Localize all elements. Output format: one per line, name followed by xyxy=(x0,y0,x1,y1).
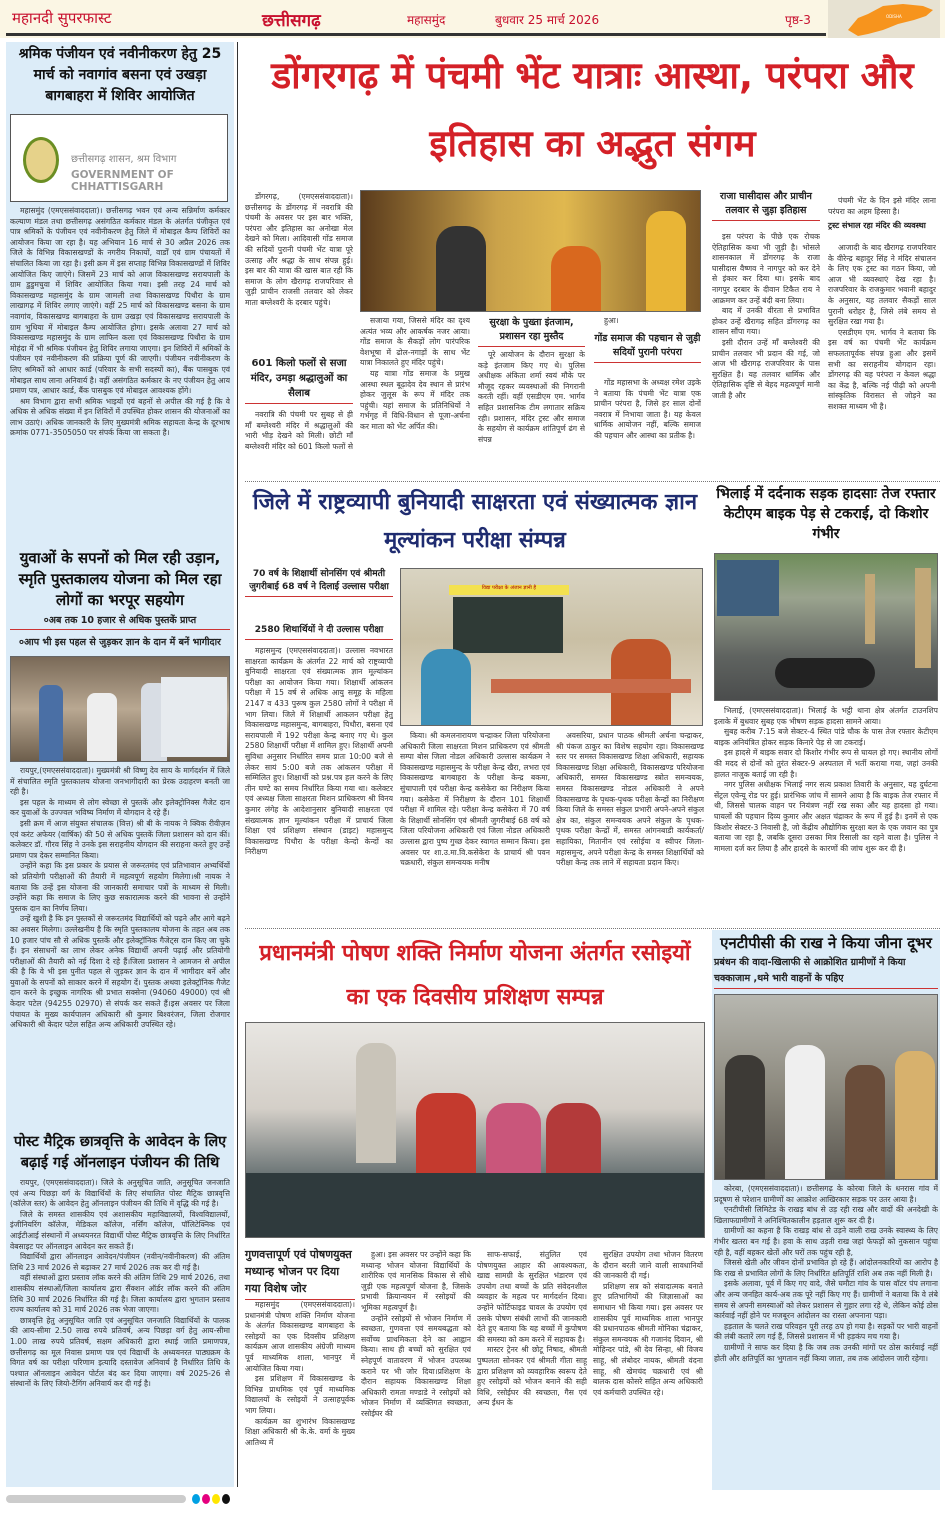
paragraph: इसके अलावा, पूर्व में किए गए वादे, जैसे घमौटा गांव के पास वॉटर पंप लगाना और अन्य जनहित कार्य-अब तक पूरे नहीं किए गए हैं। ग्रामीणों ने बताया कि वे लंबे समय से अपनी समस्याओं को लेकर प्रशासन से गुहार लगा रहे थे, लेकिन कोई ठोस कार्रवाई नहीं होने पर मजबूरन आंदोलन का रास्ता अपनाना पड़ा। xyxy=(714,1279,938,1321)
map-label: ODISHA xyxy=(886,14,902,19)
dongargarh-col6 xyxy=(828,243,936,478)
paragraph: किया। श्री कमलनारायण चन्द्राकर जिला परियोजना अधिकारी जिला साक्षरता मिशन प्राधिकरण एवं श्रीमती सम्पा बोस जिला नोडल अधिकारी उल्लास कार्यक्रम ने विकासखण्ड महासमुन्द के परीक्षा केन्द्र खैरा, लभरा एवं विकासखण्ड बागबाहरा के परीक्षा केन्द्र बकमा, सुंचापाली एवं परीक्षा केन्द्र कसेकेरा का निरीक्षण किया गया। कसेकेरा में निरीक्षण के दौरान 101 शिक्षार्थी परीक्षा में शामिल रहे। परीक्षा केन्द्र कसेकेरा में 70 वर्ष के शिक्षार्थी सोनसिंग एवं श्रीमती जुगरीबाई 68 वर्ष को जिला परियोजना अधिकारी एवं जिला नोडल अधिकारी उल्लास द्वारा पुष्प गुच्छ देकर स्वागत सम्मान किया। इस अवसर पर शा.उ.मा.वि.कसेकेरा के प्राचार्य श्री पवन चक्रधारी, संकुल समन्वयक मनीष xyxy=(400,731,550,868)
protest-photo xyxy=(714,994,938,1180)
divider xyxy=(245,928,940,929)
paragraph: हुआ। xyxy=(604,316,619,325)
date: बुधवार 25 मार्च 2026 xyxy=(495,13,600,27)
paragraph: डोंगरगढ़, (एमएससंवाददाता)। छत्तीसगढ़ के डोंगरगढ़ में नवरात्रि की पंचमी के अवसर पर इस बार भक्ति, परंपरा और इतिहास का अनोखा मेल देखने को मिला। आदिवासी गोंड समाज की सदियों पुरानी पंचमी भेंट यात्रा पूरे उत्साह और श्रद्धा के साथ संपन्न हुई। इस बार की यात्रा की खास बात रही कि समाज के लोग खैरागढ़ राजपरिवार से जुड़ी प्राचीन राजसी तलवार को लेकर माता बम्लेश्वरी के दरबार पहुंचे। xyxy=(245,192,353,307)
dongargarh-headline: डोंगरगढ़ में पंचमी भेंट यात्राः आस्था, परंपरा और इतिहास का अद्भुत संगम xyxy=(271,54,914,165)
paragraph: ग्रामीणों ने साफ कर दिया है कि जब तक उनकी मांगों पर ठोस कार्रवाई नहीं होती और क्षतिपूर्ति का भुगतान नहीं किया जाता, तब तक आंदोलन जारी रहेगा। xyxy=(714,1342,938,1363)
poshan-col3 xyxy=(477,1250,587,1488)
ntpc-deck: प्रबंधन की वादा-खिलाफी से आक्रोशित ग्रामीणों ने किया चक्काजाम ,थमे भारी वाहनों के पहिए xyxy=(714,955,938,989)
bhilai-body xyxy=(714,706,938,924)
page-number: पृष्ठ-3 xyxy=(785,13,811,27)
dongargarh-col4a xyxy=(594,316,701,328)
black-dot xyxy=(222,1494,230,1504)
library-subhead-1: ०अब तक 10 हजार से अधिक पुस्तकें प्राप्त xyxy=(10,614,230,630)
ntpc-body xyxy=(714,1184,938,1484)
dongargarh-subhead-gond: गोंड समाज की पहचान से जुड़ी सदियों पुरानी परंपरा xyxy=(594,332,701,363)
paragraph: सुरक्षित उपयोग तथा भोजन वितरण के दौरान बरती जाने वाली सावधानियों की जानकारी दी गई। xyxy=(593,1250,703,1281)
paragraph: श्रम विभाग द्वारा सभी श्रमिक भाइयों एवं बहनों से अपील की गई है कि वे अधिक से अधिक संख्या में इन शिविरों में उपस्थित होकर शासन की योजनाओं का लाभ उठाएं। अधिक जानकारी के लिए मुख्यमंत्री श्रमिक सहायता केन्द्र के दूरभाष क्रमांक 0771-3505050 पर संपर्क किया जा सकता है। xyxy=(10,396,230,438)
emblem-icon xyxy=(23,137,59,183)
paper-name: महानदी सुपरफास्ट xyxy=(12,9,112,27)
paragraph: हुआ। इस अवसर पर उन्होंने कहा कि मध्यान्ह भोजन योजना विद्यार्थियों के शारीरिक एवं मानसिक विकास से सीधे जुड़ी एक महत्वपूर्ण योजना है, जिसके प्रभावी क्रियान्वयन में रसोइयों की भूमिका महत्वपूर्ण है। xyxy=(361,1250,471,1312)
dongargarh-subhead-history: राजा घासीदास और प्राचीन तलवार से जुड़ा इतिहास xyxy=(712,190,820,221)
blackboard-caption: विद्या परीक्षा के अंजान ज्ञानी है xyxy=(449,585,569,595)
paragraph: उन्होंने रसोइयों से भोजन निर्माण में स्वच्छता, गुणवत्ता एवं समयबद्धता को सर्वोच्च प्राथमिकता देने का आह्वान किया। साथ ही बच्चों को सुरक्षित एवं स्नेहपूर्ण वातावरण में भोजन उपलब्ध कराने पर भी जोर दिया।प्रशिक्षण के दौरान सहायक विकासखण्ड शिक्षा अधिकारी रामता मण्डाडे ने रसोइयों को भोजन निर्माण में व्यक्तिगत स्वच्छता, रसोईघर की xyxy=(361,1313,471,1418)
dongargarh-col2 xyxy=(360,316,470,478)
paragraph: सुबह करीब 7:15 बजे सेक्टर-4 स्थित पांडे चौक के पास तेज रफ्तार केटीएम बाइक अनियंत्रित होकर सड़क किनारे पेड़ से जा टकराई। xyxy=(714,727,938,747)
scholarship-body xyxy=(10,1178,230,1483)
exam-classroom-photo xyxy=(400,568,703,726)
literacy-headline: जिले में राष्ट्रव्यापी बुनियादी साक्षरता एवं संख्यात्मक ज्ञान मूल्यांकन परीक्षा संम्पन्न xyxy=(252,490,698,553)
paragraph: प्रशिक्षण सत्र को संवादात्मक बनाते हुए प्रतिभागियों की जिज्ञासाओं का समाधान भी किया गया। इस अवसर पर शासकीय पूर्व माध्यमिक शाला भानपुर की प्रधानपाठक श्रीमती मोनिका चंद्राकर, संकुल समन्वयक श्री गजानंद दिवान, श्री मोहिन्दर पांडे, श्री देव सिन्हा, श्री विजय साहू, श्री लंबोदर नायक, श्रीमती वंदना साहू, श्री खेमचंद चक्रधारी एवं श्री बालक दास कोसरे सहित अन्य अधिकारी एवं कर्मचारी उपस्थित रहे। xyxy=(593,1281,703,1397)
dongargarh-col6a xyxy=(828,196,936,220)
paragraph: वहीं संस्थाओं द्वारा प्रस्ताव लॉक करने की अंतिम तिथि 29 मार्च 2026, तथा शासकीय संस्थाओं/जिला कार्यालय द्वारा सैंक्शन ऑर्डर लॉक करने की अंतिम तिथि 30 मार्च 2026 निर्धारित की गई है। जिला कार्यालय द्वारा भुगतान प्रस्ताव राज्य कार्यालय को 31 मार्च 2026 तक भेजा जाएगा। xyxy=(10,1273,230,1315)
paragraph: हड़ताल के चलते राख परिवहन पूरी तरह ठप हो गया है। सड़कों पर भारी वाहनों की लंबी कतारें लग गई हैं, जिससे प्रशासन में भी हड़कंप मच गया है। xyxy=(714,1321,938,1342)
paragraph: कोरबा, (एमएससंवाददाता)। छत्तीसगढ़ के कोरबा जिले के धनरास गांव में प्रदूषण से परेशान ग्रामीणों का आक्रोश आखिरकार सड़क पर उतर आया है। xyxy=(714,1184,938,1204)
paragraph: इस परंपरा के पीछे एक रोचक ऐतिहासिक कथा भी जुड़ी है। भोसले शासनकाल में डोंगरगढ़ के राजा घासीदास वैष्णव ने नागपुर को कर देने से इंकार कर दिया था। इसके बाद नागपुर दरबार के दीवान टिकैत राय ने आक्रमण कर उन्हें बंदी बना लिया। xyxy=(712,232,820,305)
dongargarh-subhead-security: सुरक्षा के पुख्ता इंतजाम, प्रशासन रहा मुस्तैद xyxy=(478,316,585,347)
paragraph: महासमुंद (एमएससंवाददाता)। छत्तीसगढ़ भवन एवं अन्य सन्निर्माण कर्मकार कल्याण मंडल तथा छत्तीसगढ़ असंगठित कर्मकार मंडल के अंतर्गत पंजीकृत एवं पात्र श्रमिकों के पंजीयन एवं नवीनीकरण हेतु जिले में मोबाइल कैम्प शिविरों का आयोजन किया जा रहा है। यह अभियान 16 मार्च से 30 अप्रैल 2026 तक जिले के विभिन्न विकासखण्डों के नगरीय निकायों, वार्डों एवं ग्राम पंचायतों में संचालित किया जा रहा है। इसी क्रम में इस सप्ताह विभिन्न विकासखण्डों में शिविर आयोजित किए जाएंगे। जिसमें 23 मार्च को आज विकासखण्ड सरायपाली के ग्राम डुडुमचुवा में शिविर आयोजित किया गया। इसी तरह 24 मार्च को विकासखण्ड महासमुंद के ग्राम जामली तथा विकासखण्ड पिथौरा के ग्राम लाखागढ़ में शिविर लगाए जाएंगे। वहीं 25 मार्च को विकासखण्ड बसना के ग्राम नवागांव, विकासखण्ड बागबाहरा के ग्राम उखड़ा एवं विकासखण्ड सरायपाली के ग्राम भुथिया में मोबाइल कैम्प आयोजित होगा। इसके अलावा 27 मार्च को विकासखण्ड महासमुंद के ग्राम लाफिन कला एवं विकासखण्ड पिथौरा के ग्राम मोहंदा में भी श्रमिक पंजीयन हेतु शिविर लगाया जाएगा। इन शिविरों में श्रमिकों के पंजीयन एवं नवीनीकरण की प्रक्रिया पूर्ण की जाएगी। पंजीयन नवीनीकरण के लिए श्रमिकों को आधार कार्ड (परिवार के सभी सदस्यों का), बैंक पासबुक एवं मोबाइल साथ लाना अनिवार्य है। वहीं असंगठित कर्मकार के नए पंजीयन हेतु आय प्रमाण पत्र, आधार कार्ड, बैंक पासबुक एवं मोबाइल आवश्यक होंगे। xyxy=(10,206,230,396)
poshan-headline: प्रधानमंत्री पोषण शक्ति निर्माण योजना अंतर्गत रसोइयों का एक दिवसीय प्रशिक्षण सम्पन्न xyxy=(259,941,691,1010)
paragraph: छात्रवृत्ति हेतु अनुसूचित जाति एवं अनुसूचित जनजाति विद्यार्थियों के पालक की आय-सीमा 2.50 लाख रुपये प्रतिवर्ष, अन्य पिछड़ा वर्ग हेतु आय-सीमा 1.00 लाख रुपये प्रतिवर्ष, सक्षम अधिकारी द्वारा स्थाई जाति प्रमाणपत्र, छत्तीसगढ़ का मूल निवास प्रमाण पत्र एवं विद्यार्थी के अध्ययनरत पाठ्यक्रम के विगत वर्ष का परीक्षा परिणाम इत्यादि दस्तावेज अनिवार्य है निर्धारित तिथि के पश्चात ऑनलाइन आवेदन पोर्टल बंद कर दिया जाएगा। वर्ष 2025-26 से संस्थानों के लिए जियो-टैगिंग अनिवार्य कर दी गई है। xyxy=(10,1315,230,1389)
paragraph: इस हादसे में बाइक सवार दो किशोर गंभीर रूप से घायल हो गए। स्थानीय लोगों की मदद से दोनों को तुरंत सेक्टर-9 अस्पताल में भर्ती कराया गया, जहां उनकी हालत नाजुक बताई जा रही है। xyxy=(714,748,938,779)
paragraph: कार्यक्रम का शुभारंभ विकासखण्ड शिक्षा अधिकारी श्री के.के. वर्मा के मुख्य आतिथ्य में xyxy=(245,1416,355,1447)
dongargarh-col1 xyxy=(245,192,353,356)
paragraph: विद्यार्थियों द्वारा ऑनलाइन आवेदन/पंजीयन (नवीन/नवीनीकरण) की अंतिम तिथि 23 मार्च 2026 से बढ़ाकर 27 मार्च 2026 तक कर दी गई है। xyxy=(10,1252,230,1272)
paragraph: एसडीएम एम. भार्गव ने बताया कि इस वर्ष का पंचमी भेंट कार्यक्रम सफलतापूर्वक संपन्न हुआ और इसमें सभी का सराहनीय योगदान रहा। डोंगरगढ़ की यह परंपरा न केवल श्रद्धा का केंद्र है, बल्कि नई पीढ़ी को अपनी सांस्कृतिक विरासत से जोड़ने का सशक्त माध्यम भी है। xyxy=(828,327,936,411)
paragraph: महासमुन्द (एमएससंवाददाता)। उल्लास नवभारत साक्षरता कार्यक्रम के अंतर्गत 22 मार्च को राष्ट्रव्यापी बुनियादी साक्षरता एवं संख्यात्मक ज्ञान मूल्यांकन परीक्षा का आयोजन किया गया। शिक्षार्थी आंकलन परीक्षा में 15 वर्ष से अधिक आयु समूह के महिला 2147 व 433 पुरूष कुल 2580 लोगों ने परीक्षा में भाग लिया। जिले में शिक्षार्थी आकलन परीक्षा हेतु विकासखण्ड महासमुन्द, बागबाहरा, पिथौरा, बसना एवं सरायपाली में 192 परीक्षा केन्द्र बनाए गए थे। कुल 2580 शिक्षार्थी परीक्षा में शामिल हुए। शिक्षार्थी अपनी सुविधा अनुसार निर्धारित समय प्रातः 10:00 बजे से लेकर सायं 5:00 बजे तक आंकलन परीक्षा में सम्मिलित हुए। शिक्षार्थी को प्रश्न.पत्र हल करने के लिए तीन घण्टे का समय निर्धारित किया गया था। कलेक्टर एवं अध्यक्ष जिला साक्षरता मिशन प्राधिकरण श्री विनय कुमार लंगेह के आदेशानुसार बुनियादी साक्षरता एवं संख्यात्मक ज्ञान मूल्यांकन परीक्षा में प्राचार्य जिला शिक्षा एवं प्रशिक्षण संस्थान (डाइट) महासमुन्द विकासखण्ड पिथौरा के परीक्षा केन्दो केन्दों का निरीक्षण xyxy=(245,646,393,857)
labour-camp-headline: श्रमिक पंजीयन एवं नवीनीकरण हेतु 25 मार्च को नवागांव बसना एवं उखड़ा बागबाहरा में शिविर आयोजित xyxy=(18,46,222,104)
labour-camp-body xyxy=(10,206,230,546)
poshan-col4 xyxy=(593,1250,703,1488)
paragraph: उन्हें खुशी है कि इन पुस्तकों से जरूरतमंद विद्यार्थियों को पढ़ने और आगे बढ़ने का अवसर मिलेगा। उल्लेखनीय है कि स्मृति पुस्तकालय योजना के तहत अब तक 10 हजार पांच सौ से अधिक पुस्तकें और इलेक्ट्रॉनिक गैजेट्स दान किए जा चुके हैं। इन संसाधनों का लाभ लेकर अनेक विद्यार्थी अपनी पढ़ाई और प्रतियोगी परीक्षाओं की तैयारी को नई दिशा दे रहे हैं।जिला प्रशासन ने आमजन से अपील की है कि वे भी इस पुनीत पहल से जुड़कर ज्ञान के दान में भागीदार बनें और युवाओं के सपनों को साकार करने में सहयोग दें। पुस्तक अथवा इलेक्ट्रॉनिक गैजेट दान करने के इच्छुक नागरिक श्री प्रभात सक्सेना (94060 49000) एवं श्री केदार पटेल (94255 02970) से संपर्क कर सकते हैं।इस अवसर पर जिला पंचायत के मुख्य कार्यपालन अधिकारी श्री कुमार बिश्वरंजन, जिला रोजगार अधिकारी श्री केदार पटेल सहित अन्य अधिकारी उपस्थित रहे। xyxy=(10,914,230,1030)
dongargarh-subhead-fruits: 601 किलो फलों से सजा मंदिर, उमड़ा श्रद्धालुओं का सैलाब xyxy=(245,356,353,404)
accident-photo xyxy=(714,553,938,701)
bhilai-headline: भिलाई में दर्दनाक सड़क हादसाः तेज रफ्तार केटीएम बाइक पेड़ से टकराई, दो किशोर गंभीर xyxy=(716,486,936,542)
paragraph: सजाया गया, जिससे मंदिर का दृश्य अत्यंत भव्य और आकर्षक नजर आया। गोंड समाज के सैकड़ों लोग पारंपरिक वेशभूषा में ढोल-नगाड़ों के साथ भेंट यात्रा निकालते हुए मंदिर पहुंचे। xyxy=(360,316,470,368)
paragraph: पंचमी भेंट के दिन इसे मंदिर लाना परंपरा का अहम हिस्सा है। xyxy=(828,196,936,216)
temple-photo xyxy=(360,190,701,312)
logo-dept: छत्तीसगढ़ शासन, श्रम विभाग xyxy=(71,154,177,165)
paragraph: एनटीपीसी लिमिटेड के राखड़ बांध से उड़ रही राख और वादों की अनदेखी के खिलाफग्रामीणों ने अनिश्चितकालीन हड़ताल शुरू कर दी है। xyxy=(714,1205,938,1225)
paragraph: नगर पुलिस अधीक्षक भिलाई नगर सत्य प्रकाश तिवारी के अनुसार, यह दुर्घटना सेंट्रल एवेन्यू रोड पर हुई। प्रारंभिक जांच में सामने आया है कि बाइक तेज रफ्तार में थी, जिससे चालक वाहन पर नियंत्रण नहीं रख सका और यह हादसा हो गया। घायलों की पहचान दिव्य कुमार और अक्षत चंद्राकर के रूप में हुई है। इनमें से एक किशोर सेक्टर-3 निवासी है, जो केंद्रीय औद्योगिक सुरक्षा बल के एक जवान का पुत्र बताया जा रहा है, जबकि दूसरा उसका मित्र रिसाली का रहने वाला है। पुलिस ने मामला दर्ज कर लिया है और हादसे के कारणों की जांच शुरू कर दी है। xyxy=(714,780,938,853)
scholarship-headline: पोस्ट मैट्रिक छात्रवृत्ति के आवेदन के लिए बढ़ाई गई ऑनलाइन पंजीयन की तिथि xyxy=(13,1134,227,1171)
dongargarh-col3 xyxy=(478,350,585,478)
paragraph: आजादी के बाद खैरागढ़ राजपरिवार के वीरेन्द्र बहादुर सिंह ने मंदिर संचालन के लिए एक ट्रस्ट का गठन किया, जो आज भी व्यवस्थाएं देख रहा है। राजपरिवार के राजकुमार भवानी बहादुर के अनुसार, यह तलवार सैकड़ों साल पुरानी धरोहर है, जिसे लंबे समय से सुरक्षित रखा गया है। xyxy=(828,243,936,327)
library-body xyxy=(10,766,230,1128)
magenta-dot xyxy=(202,1494,210,1504)
poshan-col1 xyxy=(245,1300,355,1488)
city: महासमुंद xyxy=(407,13,446,27)
literacy-col3 xyxy=(556,731,704,924)
paragraph: नवरात्रि की पंचमी पर सुबह से ही माँ बम्लेश्वरी मंदिर में श्रद्धालुओं की भारी भीड़ देखने को मिली। छोटी माँ बम्लेश्वरी मंदिर को 601 किलो फलों से xyxy=(245,410,353,451)
library-photo xyxy=(10,656,230,762)
footer-bar xyxy=(6,1495,186,1503)
govt-logo-box xyxy=(10,114,228,202)
masthead xyxy=(0,0,945,38)
paragraph: रायपुर, (एमएससंवाददाता)। जिले के अनुसूचित जाति, अनुसूचित जनजाति एवं अन्य पिछड़ा वर्ग के विद्यार्थियों के लिए संचालित पोस्ट मैट्रिक छात्रवृत्ति (कॉलेज स्तर) के आवेदन हेतु ऑनलाइन पंजीयन की तिथि में वृद्धि की गई है। xyxy=(10,1178,230,1209)
paragraph: महासमुंद (एमएससंवाददाता)। प्रधानमंत्री पोषण शक्ति निर्माण योजना के अंतर्गत विकासखण्ड बागबाहरा के रसोइयों का एक दिवसीय प्रशिक्षण कार्यक्रम आज शासकीय अंग्रेजी माध्यम पूर्व माध्यमिक शाला, भानपुर में आयोजित किया गया। xyxy=(245,1300,355,1373)
dongargarh-subhead-trust: ट्रस्ट संभाल रहा मंदिर की व्यवस्था xyxy=(828,221,926,230)
dongargarh-col5 xyxy=(712,232,820,478)
cyan-dot xyxy=(192,1494,200,1504)
dongargarh-col4 xyxy=(594,378,701,478)
poshan-col2 xyxy=(361,1250,471,1488)
header-rule xyxy=(6,33,826,36)
paragraph: इस पहल के माध्यम से लोग स्वेच्छा से पुस्तकें और इलेक्ट्रोनिक्स गैजेट दान कर युवाओं के उज्ज्वल भविष्य निर्माण में योगदान दे रहे हैं। xyxy=(10,797,230,818)
paragraph: मास्टर ट्रेनर श्री छोटू निषाद, श्रीमती पुष्पलता सोनकर एवं श्रीमती गीता साहू द्वारा प्रशिक्षण को व्यवहारिक स्वरूप देते हुए रसोइयों को भोजन बनाने की सही विधि, रसोईघर की स्वच्छता, गैस एवं अन्य ईंधन के xyxy=(477,1345,587,1408)
paragraph: इस प्रशिक्षण में विकासखण्ड के विभिन्न प्राथमिक एवं पूर्व माध्यमिक विद्यालयों के रसोइयों ने उत्साहपूर्वक भाग लिया। xyxy=(245,1374,355,1415)
training-photo xyxy=(245,1022,705,1238)
literacy-subhead-1: 70 वर्ष के शिक्षार्थी सोनसिंग एवं श्रीमती जुगरीबाई 68 वर्ष ने दिलाई उल्लास परीक्षा xyxy=(245,568,393,597)
ntpc-headline: एनटीपीसी की राख ने किया जीना दूभर xyxy=(720,934,932,952)
library-headline: युवाओं के सपनों को मिल रही उड़ान, स्मृति पुस्तकालय योजना को मिल रहा लोगों का भरपूर सहयोग xyxy=(18,549,222,609)
paragraph: इसी दौरान उन्हें माँ बम्लेश्वरी की प्राचीन तलवार भी प्रदान की गई, जो आज भी खैरागढ़ राजपरिवार के पास सुरक्षित है। यह तलवार धार्मिक और ऐतिहासिक दृष्टि से बेहद महत्वपूर्ण मानी जाती है और xyxy=(712,337,820,400)
paragraph: ग्रामीणों का कहना है कि राखड़ बांध से उड़ने वाली राख उनके स्वास्थ्य के लिए गंभीर खतरा बन गई है। हवा के साथ उड़ती राख जहां फेफड़ों को नुकसान पहुंचा रही है, वहीं बहकर खेतों और घरों तक पहुंच रही है, xyxy=(714,1226,938,1257)
paragraph: उन्होंने कहा कि इस प्रकार के प्रयास से जरूरतमंद एवं प्रतिभावान अभ्यर्थियों को प्रतियोगी परीक्षाओं की तैयारी में महत्वपूर्ण सहयोग मिलेगा।श्री नायक ने बताया कि उन्हें इस योजना की जानकारी समाचार पत्रों के माध्यम से मिली। उन्होंने कहा कि समाज के लिए कुछ सकारात्मक करने की भावना से उन्होंने पुस्तक दान का निर्णय लिया। xyxy=(10,861,230,913)
paragraph: बाद में उनकी वीरता से प्रभावित होकर उन्हें खैरागढ़ सहित डोंगरगढ़ का शासन सौंपा गया। xyxy=(712,306,820,337)
paragraph: इसी क्रम में आज संयुक्त संचालक (वित्त) श्री बी के नायक ने क्विक रीवीज़न एवं करंट अफेयर (वार्षिक) की 50 से अधिक पुस्तकें जिला प्रशासन को दान कीं।कलेक्टर डॉ. गौरव सिंह ने उनके इस सराहनीय योगदान की सराहना करते हुए उन्हें प्रमाण पत्र देकर सम्मानित किया। xyxy=(10,818,230,860)
logo-govt: GOVERNMENT OF CHHATTISGARH xyxy=(71,169,174,193)
poshan-subhead: गुणवत्तापूर्ण एवं पोषणयुक्त मध्यान्ह भोजन पर दिया गया विशेष जोर xyxy=(245,1246,355,1300)
paragraph: जिले के समस्त शासकीय एवं अशासकीय महाविद्यालयों, विश्वविद्यालयों, इंजीनियरिंग कॉलेज, मेडिकल कॉलेज, नर्सिंग कॉलेज, पॉलिटेक्निक एवं आईटीआई संस्थानों में अध्ययनरत विद्यार्थी पोस्ट मैट्रिक छात्रवृत्ति के लिए निर्धारित वेबसाइट पर ऑनलाइन आवेदन कर सकते हैं। xyxy=(10,1209,230,1251)
column-divider xyxy=(237,42,238,1487)
divider xyxy=(245,481,940,482)
literacy-subhead-2: 2580 शिथार्थियों ने दी उल्लास परीक्षा xyxy=(245,624,393,640)
odisha-map-logo xyxy=(828,0,940,38)
literacy-col1 xyxy=(245,646,393,924)
paragraph: यह यात्रा गोंड समाज के प्रमुख आस्था स्थल बूढ़ादेव देव स्थान से प्रारंभ होकर जुलूस के रूप में मंदिर तक पहुंची। यहां समाज के प्रतिनिधियों ने गर्भगृह में विधि-विधान से पूजा-अर्चना कर माता को भेंट अर्पित की। xyxy=(360,368,470,431)
paragraph: रायपुर,(एमएससंवाददाता)। मुख्यमंत्री श्री विष्णु देव साय के मार्गदर्शन में जिले में संचालित स्मृति पुस्तकालय योजना जनभागीदारी का प्रेरक उदाहरण बनती जा रही है। xyxy=(10,766,230,797)
yellow-dot xyxy=(212,1494,220,1504)
paragraph: अवसरिया, प्रधान पाठक श्रीमती अर्चना चन्द्राकर, श्री पंकज ठाकुर का विशेष सहयोग रहा। विकासखण्ड स्तर पर समस्त विकासखण्ड शिक्षा अधिकारी, सहायक विकासखण्ड शिक्षा अधिकारी, विकासखण्ड परियोजना अधिकारी, समस्त विकासखण्ड स्त्रोत समन्वयक, समस्त विकासखण्ड नोडल अधिकारी ने अपने विकासखण्ड के पृथक-पृथक परीक्षा केन्द्रों का निरीक्षण किया जिले के समस्त संकुल प्रभारी अपने-अपने संकुल क्षेत्र का, संकुल समन्वयक अपने संकुल के पृथक-पृथक परीक्षा केन्द्रों में, समस्त आंगनबाडी कार्यकर्ता/सहायिका, मितानीन एवं रसोईया व स्वीपर जिला-महासमुन्द, अपने परीक्षा केन्द्र के समस्त शिक्षार्थियों को परीक्षा केन्द्र तक लाने में सहायता प्रदान किए। xyxy=(556,731,704,868)
section-name: छत्तीसगढ़ xyxy=(262,11,321,31)
paragraph: भिलाई, (एमएससंवाददाता)। भिलाई के भट्ठी थाना क्षेत्र अंतर्गत टाउनशिप इलाके में बुधवार सुबह एक भीषण सड़क हादसा सामने आया। xyxy=(714,706,938,726)
paragraph: साफ-सफाई, संतुलित एवं पोषणयुक्त आहार की आवश्यकता, खाद्य सामग्री के सुरक्षित भंडारण एवं उपयोग तथा बच्चों के प्रति संवेदनशील व्यवहार के महत्व पर मार्गदर्शन दिया। उन्होंने फोर्टिफाइड चावल के उपयोग एवं उसके पोषण संबंधी लाभों की जानकारी देते हुए बताया कि यह बच्चों में कुपोषण की समस्या को कम करने में सहायक है। xyxy=(477,1250,587,1344)
paragraph: जिससे खेती और जीवन दोनों प्रभावित हो रहे हैं। आंदोलनकारियों का आरोप है कि राख से प्रभावित लोगों के लिए निर्धारित क्षतिपूर्ति राशि अब तक नहीं मिली है। xyxy=(714,1258,938,1278)
paragraph: पूरे आयोजन के दौरान सुरक्षा के कड़े इंतजाम किए गए थे। पुलिस अधीक्षक अंकिता शर्मा स्वयं मौके पर मौजूद रहकर व्यवस्थाओं की निगरानी करती रहीं। वहीं एसडीएम एम. भार्गव सहित प्रशासनिक टीम लगातार सक्रिय रही। प्रशासन, मंदिर ट्रस्ट और समाज के सहयोग से कार्यक्रम शांतिपूर्ण ढंग से संपन्न xyxy=(478,350,585,444)
paragraph: गोंड महासभा के अध्यक्ष रमेश उइके ने बताया कि पंचमी भेंट यात्रा एक प्राचीन परंपरा है, जिसे हर साल दोनों नवरात्र में निभाया जाता है। यह केवल धार्मिक आयोजन नहीं, बल्कि समाज की पहचान और आस्था का प्रतीक है। xyxy=(594,378,701,440)
dongargarh-col1b xyxy=(245,410,353,478)
library-subhead-2: ०आप भी इस पहल से जुड़कर ज्ञान के दान में बनें भागीदार xyxy=(19,637,221,648)
literacy-col2 xyxy=(400,731,550,924)
